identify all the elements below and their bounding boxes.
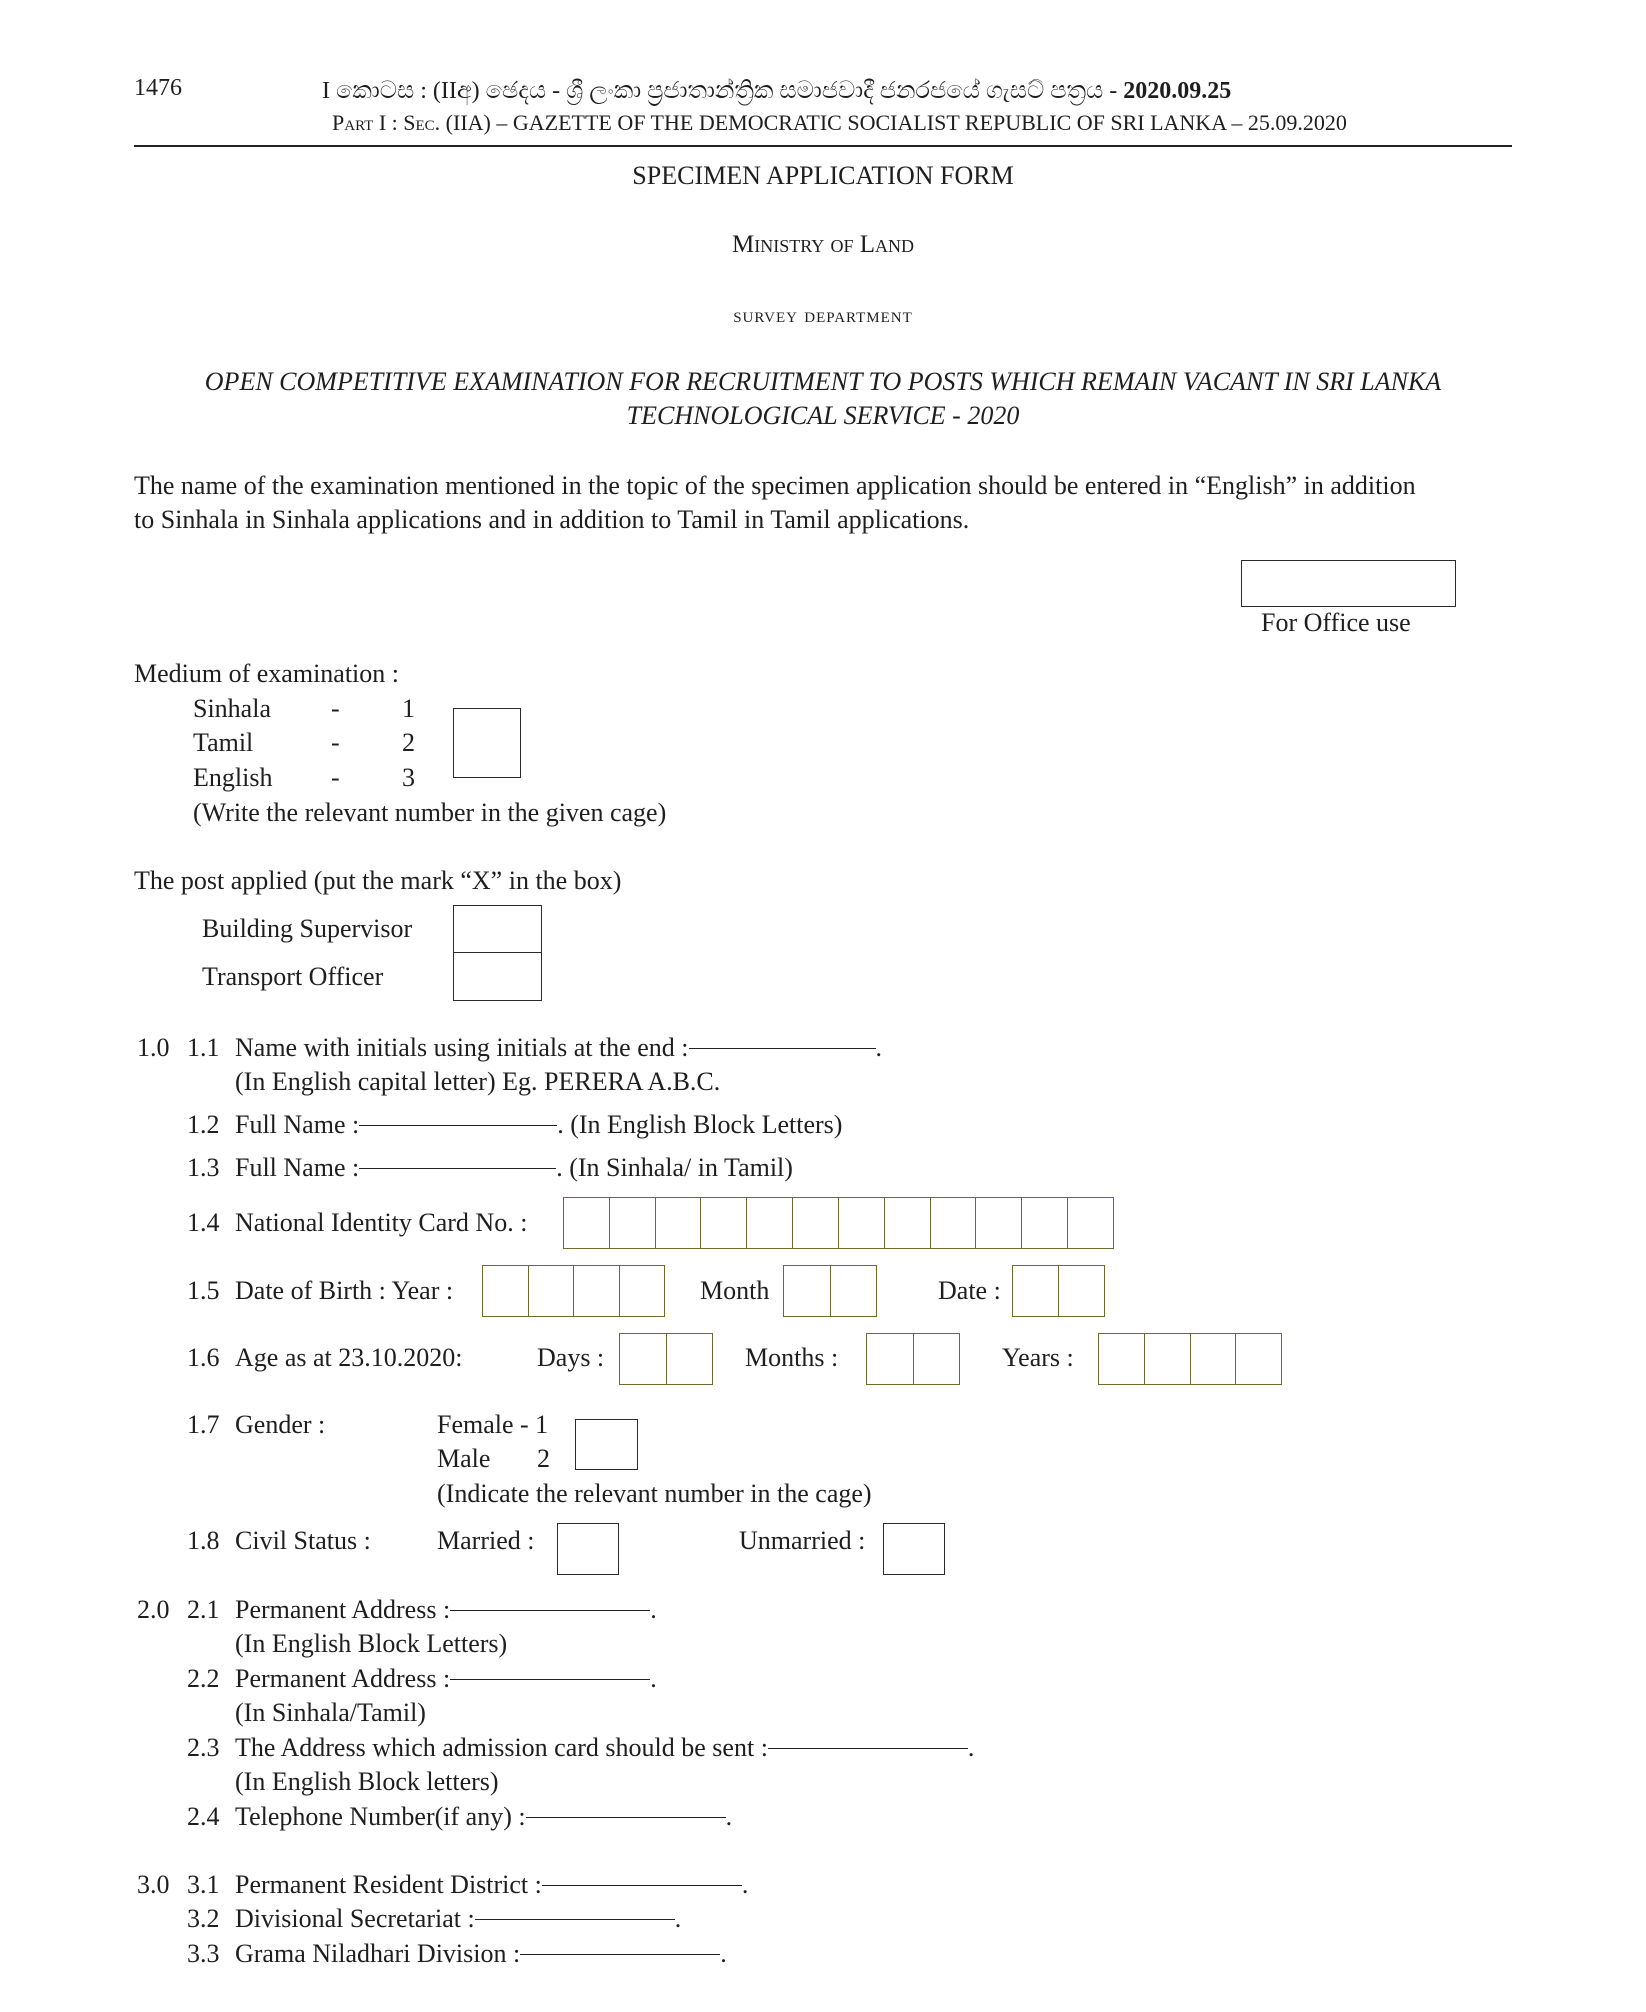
form-title: SPECIMEN APPLICATION FORM	[632, 161, 1014, 190]
gender-male-option: Male	[437, 1444, 491, 1473]
nic-number-boxes[interactable]	[563, 1197, 1114, 1249]
sinhala-gazette-title	[322, 76, 1231, 106]
age-months-boxes[interactable]	[866, 1333, 960, 1385]
medium-option-tamil: Tamil	[193, 728, 254, 757]
entry-line	[450, 1610, 650, 1611]
entry-line	[359, 1125, 557, 1126]
gender-note: (Indicate the relevant number in the cage)	[437, 1479, 872, 1508]
age-months-label: Months :	[745, 1343, 839, 1372]
full-name-sinhala-tamil-note: . (In Sinhala/ in Tamil)	[556, 1153, 793, 1182]
post-option-transport-officer: Transport Officer	[202, 962, 384, 991]
section-number: 3.0	[137, 1870, 170, 1899]
dob-month-boxes[interactable]	[783, 1265, 877, 1317]
full-name-english-note: . (In English Block Letters)	[557, 1110, 843, 1139]
entry-line	[768, 1748, 968, 1749]
married-checkbox[interactable]	[557, 1523, 619, 1575]
permanent-address-english-label: Permanent Address :	[235, 1595, 451, 1624]
medium-label: Medium of examination :	[134, 659, 400, 688]
full-name-english-field[interactable]	[235, 1110, 842, 1140]
grama-niladhari-division-field[interactable]	[235, 1939, 727, 1969]
item-number: 1.7	[187, 1410, 220, 1439]
item-number: 1.3	[187, 1153, 220, 1182]
gender-female-option: Female - 1	[437, 1410, 549, 1439]
end-dot: .	[650, 1595, 657, 1624]
divisional-secretariat-label: Divisional Secretariat :	[235, 1904, 475, 1933]
permanent-address-english-field[interactable]	[235, 1595, 657, 1625]
age-days-boxes[interactable]	[619, 1333, 713, 1385]
dob-label: Date of Birth : Year :	[235, 1276, 454, 1305]
item-number: 2.4	[187, 1802, 220, 1831]
item-number: 3.1	[187, 1870, 220, 1899]
nic-label: National Identity Card No. :	[235, 1208, 528, 1237]
married-label: Married :	[437, 1526, 535, 1555]
item-number: 1.4	[187, 1208, 220, 1237]
medium-dash: -	[331, 694, 340, 723]
item-number: 1.2	[187, 1110, 220, 1139]
age-days-label: Days :	[537, 1343, 605, 1372]
end-dot: .	[875, 1033, 882, 1062]
medium-dash: -	[331, 763, 340, 792]
dob-date-boxes[interactable]	[1012, 1265, 1105, 1317]
medium-option-sinhala: Sinhala	[193, 694, 271, 723]
medium-number-box[interactable]	[453, 708, 521, 778]
medium-num: 1	[402, 694, 415, 723]
post-option-building-supervisor: Building Supervisor	[202, 914, 413, 943]
item-number: 1.5	[187, 1276, 220, 1305]
permanent-address-sinhala-tamil-field[interactable]	[235, 1664, 657, 1694]
gender-male-number: 2	[537, 1444, 550, 1473]
gender-number-box[interactable]	[575, 1419, 638, 1470]
item-number: 3.2	[187, 1904, 220, 1933]
instruction-line2: to Sinhala in Sinhala applications and in addition to Tamil in Tamil applications.	[134, 505, 970, 534]
entry-line	[475, 1919, 675, 1920]
medium-num: 2	[402, 728, 415, 757]
entry-line	[450, 1679, 650, 1680]
unmarried-checkbox[interactable]	[883, 1523, 945, 1575]
office-use-label: For Office use	[1261, 608, 1411, 637]
medium-option-english: English	[193, 763, 273, 792]
office-use-box[interactable]	[1241, 560, 1456, 607]
entry-line	[526, 1817, 726, 1818]
post-checkbox-building-supervisor[interactable]	[453, 905, 542, 954]
age-years-boxes[interactable]	[1098, 1333, 1282, 1385]
item-number: 2.1	[187, 1595, 220, 1624]
department-name: survey department	[733, 303, 913, 327]
ministry-name: Ministry of Land	[731, 231, 914, 258]
full-name-sinhala-tamil-field[interactable]	[235, 1153, 793, 1183]
age-years-label: Years :	[1002, 1343, 1074, 1372]
entry-line	[689, 1048, 876, 1049]
post-label: The post applied (put the mark “X” in the box)	[134, 866, 622, 895]
dob-month-label: Month	[700, 1276, 770, 1305]
civil-status-label: Civil Status :	[235, 1526, 371, 1555]
dob-year-boxes[interactable]	[482, 1265, 665, 1317]
name-with-initials-field[interactable]	[235, 1033, 882, 1063]
medium-num: 3	[402, 763, 415, 792]
instruction-line1: The name of the examination mentioned in the topic of the specimen application should be entered in “English” in addition	[134, 471, 1416, 500]
permanent-address-sinhala-tamil-note: (In Sinhala/Tamil)	[235, 1698, 426, 1727]
item-number: 2.2	[187, 1664, 220, 1693]
end-dot: .	[741, 1870, 749, 1899]
name-with-initials-label: Name with initials using initials at the end :	[235, 1033, 689, 1062]
item-number: 1.1	[187, 1033, 220, 1062]
item-number: 1.6	[187, 1343, 220, 1372]
page-number: 1476	[134, 75, 182, 101]
permanent-address-sinhala-tamil-label: Permanent Address :	[235, 1664, 451, 1693]
dob-date-label: Date :	[938, 1276, 1001, 1305]
permanent-address-english-note: (In English Block Letters)	[235, 1629, 508, 1658]
sinhala-title-text: I කොටස : (IIඅ) ඡෙදය - ශ්‍රී ලංකා ප්‍රජාතාන්ත්‍රික සමාජවාදී ජනරජයේ ගැසට් පත්‍රය -	[322, 78, 1124, 104]
english-gazette-title: Part I : Sec. (IIA) – GAZETTE OF THE DEMOCRATIC SOCIALIST REPUBLIC OF SRI LANKA – 25.09.2020	[332, 110, 1347, 135]
telephone-number-field[interactable]	[235, 1802, 732, 1832]
medium-note: (Write the relevant number in the given cage)	[193, 798, 667, 827]
end-dot: .	[720, 1939, 727, 1968]
section-number: 2.0	[137, 1595, 170, 1624]
telephone-number-label: Telephone Number(if any) :	[235, 1802, 526, 1831]
post-checkbox-transport-officer[interactable]	[453, 952, 542, 1001]
full-name-sinhala-tamil-label: Full Name :	[235, 1153, 360, 1182]
resident-district-label: Permanent Resident District :	[235, 1870, 542, 1899]
end-dot: .	[650, 1664, 657, 1693]
grama-niladhari-division-label: Grama Niladhari Division :	[235, 1939, 521, 1968]
admission-card-address-label: The Address which admission card should be sent :	[235, 1733, 768, 1762]
entry-line	[359, 1168, 556, 1169]
unmarried-label: Unmarried :	[739, 1526, 866, 1555]
section-number: 1.0	[137, 1033, 170, 1062]
resident-district-field[interactable]	[235, 1870, 748, 1900]
end-dot: .	[674, 1904, 682, 1933]
medium-dash: -	[331, 728, 340, 757]
item-number: 2.3	[187, 1733, 220, 1762]
admission-card-address-field[interactable]	[235, 1733, 974, 1763]
admission-card-address-note: (In English Block letters)	[235, 1767, 499, 1796]
sinhala-title-date: 2020.09.25	[1123, 78, 1232, 104]
header-rule	[134, 145, 1512, 147]
item-number: 1.8	[187, 1526, 220, 1555]
item-number: 3.3	[187, 1939, 220, 1968]
exam-title-line1: OPEN COMPETITIVE EXAMINATION FOR RECRUITMENT TO POSTS WHICH REMAIN VACANT IN SRI LANKA	[204, 367, 1442, 396]
name-with-initials-note: (In English capital letter) Eg. PERERA A.B.C.	[235, 1067, 721, 1096]
entry-line	[520, 1954, 720, 1955]
age-label: Age as at 23.10.2020:	[235, 1343, 463, 1372]
divisional-secretariat-field[interactable]	[235, 1904, 681, 1934]
gender-label: Gender :	[235, 1410, 326, 1439]
entry-line	[542, 1885, 742, 1886]
end-dot: .	[967, 1733, 975, 1762]
exam-title-line2: TECHNOLOGICAL SERVICE - 2020	[626, 401, 1020, 430]
full-name-english-label: Full Name :	[235, 1110, 360, 1139]
end-dot: .	[725, 1802, 733, 1831]
